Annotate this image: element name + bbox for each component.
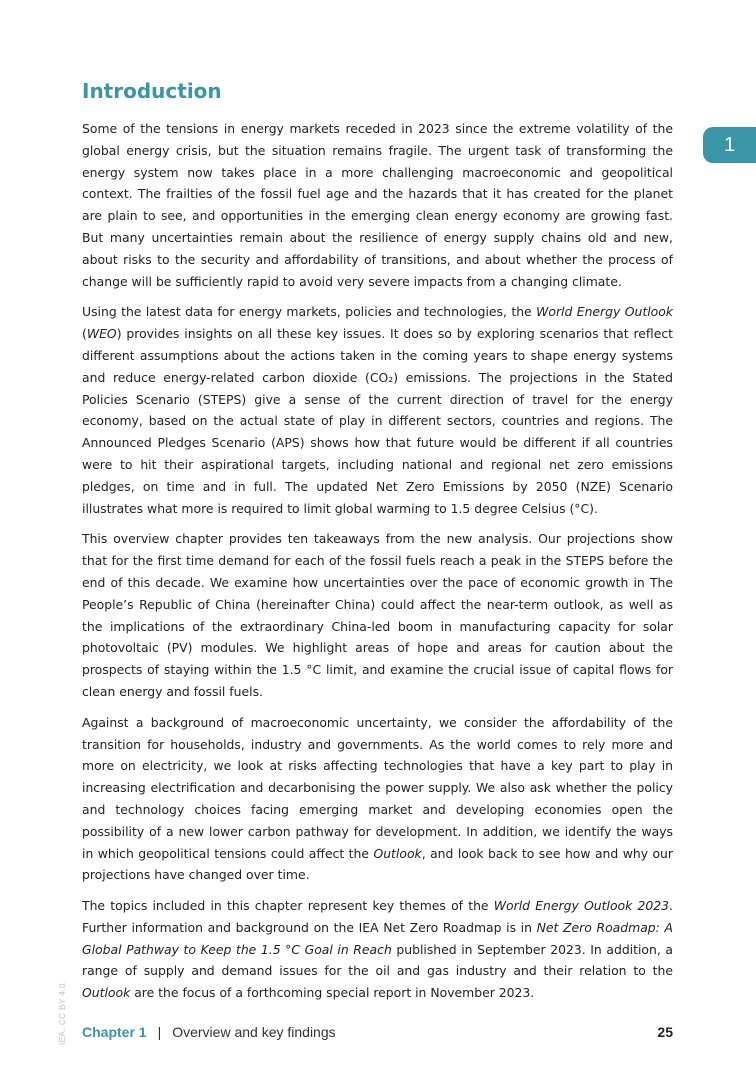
text-run: Against a background of macroeconomic uncertainty, we consider the affordability of the transition for households, industry and governments. As the world comes to rely more and more on electricity, we look at risks affecting technologies that have a key part to play in increasing electrification and decarbonising the power supply. We also ask whether the policy and technology choices facing emerging market and developing economies open the possibility of a new lower carbon pathway for development. In addition, we identify the ways in which geopolitical tensions could affect the [82, 714, 673, 861]
section-heading: Introduction [82, 79, 222, 103]
text-run: ( [82, 326, 87, 342]
italic-text: World Energy Outlook 2023 [493, 898, 670, 914]
text-run: Some of the tensions in energy markets receded in 2023 since the extreme volatility of the global energy crisis, but the situation remains fragile. The urgent task of transforming the energy system now takes place in a more challenging macroeconomic and geopolitical context. The frailties of the fossil fuel age and the hazards that it has created for the planet are plain to see, and opportunities in the emerging clean energy economy are growing fast. But many uncertainties remain about the resilience of energy supply chains old and new, about risks to the security and affordability of transitions, and about whether the process of change will be sufficiently rapid to avoid very severe impacts from a changing climate. [82, 121, 673, 289]
text-run: are the focus of a forthcoming special report in November 2023. [130, 985, 535, 1001]
chapter-tab-number: 1 [723, 133, 736, 156]
page-number: 25 [657, 1024, 673, 1040]
paragraph [82, 301, 673, 519]
chapter-tab [703, 127, 756, 163]
paragraph [82, 528, 673, 702]
text-run: This overview chapter provides ten takeaways from the new analysis. Our projections show that for the first time demand for each of the fossil fuels reach a peak in the STEPS before the end of this decade. We examine how uncertainties over the pace of economic growth in The People’s Republic of China (hereinafter China) could affect the near-term outlook, as well as the implications of the extraordinary China-led boom in manufacturing capacity for solar photovoltaic (PV) modules. We highlight areas of hope and areas for caution about the prospects of staying within the 1.5 °C limit, and examine the crucial issue of capital flows for clean energy and fossil fuels. [82, 531, 673, 699]
text-run: The topics included in this chapter represent key themes of the [82, 898, 494, 914]
body-text [82, 118, 673, 1004]
italic-text: Outlook [82, 985, 131, 1001]
paragraph [82, 118, 673, 292]
italic-text: Net Zero Roadmap: A Global Pathway to Keep the 1.5 °C Goal in Reach [82, 919, 673, 957]
text-run: published in September 2023. In addition, a range of supply and demand issues for the oil and gas industry and their relation to the [82, 941, 673, 979]
italic-text: Outlook [373, 845, 422, 861]
license-notice: IEA. CC BY 4.0. [58, 980, 67, 1045]
text-run: , and look back to see how and why our projections have changed over time. [82, 845, 673, 883]
paragraph [82, 895, 673, 1004]
page-footer [82, 1024, 673, 1040]
footer-separator: | [157, 1024, 162, 1040]
text-run: ) provides insights on all these key issues. It does so by exploring scenarios that reflect different assumptions about the actions taken in the coming years to shape energy systems and reduce energy-related carbon dioxide (CO₂) emissions. The projections in the Stated Policies Scenario (STEPS) give a sense of the current direction of travel for the energy economy, based on the actual state of play in different sectors, countries and regions. The Announced Pledges Scenario (APS) shows how that future would be different if all countries were to hit their aspirational targets, including national and regional net zero emissions pledges, on time and in full. The updated Net Zero Emissions by 2050 (NZE) Scenario illustrates what more is required to limit global warming to 1.5 degree Celsius (°C). [82, 326, 673, 516]
paragraph [82, 712, 673, 886]
footer-chapter-label: Chapter 1 [82, 1024, 147, 1040]
italic-text: World Energy Outlook [536, 304, 674, 320]
footer-chapter-title: Overview and key findings [172, 1024, 336, 1040]
italic-text: WEO [86, 326, 117, 342]
text-run: . Further information and background on the IEA Net Zero Roadmap is in [82, 898, 673, 935]
text-run: Using the latest data for energy markets, policies and technologies, the [82, 304, 537, 320]
